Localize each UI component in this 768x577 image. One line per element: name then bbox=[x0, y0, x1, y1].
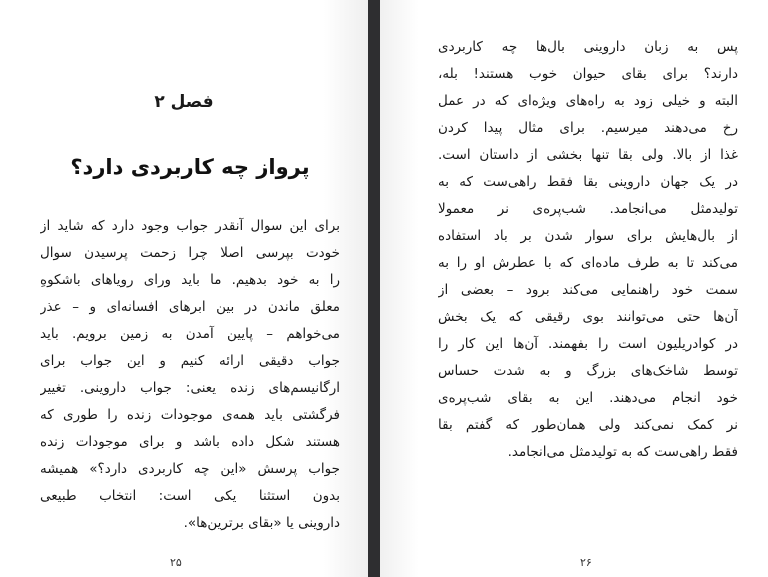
left-body-text bbox=[40, 213, 340, 537]
text-line: رخ می‌دهند میرسیم. برای مثال پیدا کردن bbox=[438, 120, 738, 136]
page-number: ۲۶ bbox=[580, 556, 592, 569]
text-line: تولیدمثل می‌انجامد. شب‌پره‌ی نر معمولا bbox=[438, 201, 738, 217]
text-line: غذا از بالا. ولی بقا تنها بخشی از داستان است. bbox=[438, 147, 738, 163]
chapter-title: پرواز چه کاربردی دارد؟ bbox=[70, 155, 310, 179]
chapter-label: فصل ۲ bbox=[154, 92, 214, 112]
text-line: سمت خود راهنمایی می‌کند برود – بعضی از bbox=[438, 282, 738, 298]
left-page bbox=[0, 0, 368, 577]
text-line: از بال‌هایش برای سوار شدن بر باد استفاده bbox=[438, 228, 738, 244]
text-line: خودت بپرسی اصلا چرا زحمت پرسیدن سوال bbox=[40, 245, 340, 261]
text-line: معلق ماندن در بین ابرهای افسانه‌ای و – عذر bbox=[40, 299, 340, 315]
page-number: ۲۵ bbox=[170, 556, 182, 569]
right-body-text bbox=[438, 34, 738, 466]
right-page bbox=[380, 0, 768, 577]
text-line: فرگشتی باید همه‌ی موجودات زنده را طوری که bbox=[40, 407, 340, 423]
text-line: برای این سوال آنقدر جواب وجود دارد که شاید از bbox=[40, 218, 340, 234]
book-gutter bbox=[368, 0, 380, 577]
text-line: دارند؟ برای بقای حیوان خوب هستند! بله، bbox=[438, 66, 738, 82]
text-line: خود انجام می‌دهند. این به بقای شب‌پره‌ی bbox=[438, 390, 738, 406]
text-line: می‌کند تا به طرف ماده‌ای که با عطرش او را به bbox=[438, 255, 738, 271]
text-line: در یک جهان داروینی بقا فقط راهی‌ست که به bbox=[438, 174, 738, 190]
text-line: پس به زبان داروینی بال‌ها چه کاربردی bbox=[438, 39, 738, 55]
text-line: می‌خواهم – پایین آمدن به زمین برویم. باید bbox=[40, 326, 340, 342]
text-line: جواب دقیقی ارائه کنیم و این جواب برای bbox=[40, 353, 340, 369]
text-line: در کوادریلیون است را بفهمند. آن‌ها این کار را bbox=[438, 336, 738, 352]
text-line: ارگانیسم‌های زنده یعنی: جواب داروینی. تغییر bbox=[40, 380, 340, 396]
text-line: توسط شاخک‌های بزرگ و به شدت حساس bbox=[438, 363, 738, 379]
text-line: را به خود بدهیم. ما باید ورای رویاهای باشکوهِ bbox=[40, 272, 340, 288]
text-line: داروینی یا «بقای برترین‌ها». bbox=[183, 515, 340, 531]
text-line: فقط راهی‌ست که به تولیدمثل می‌انجامد. bbox=[507, 444, 738, 460]
text-line: جواب پرسش «این چه کاربردی دارد؟» همیشه bbox=[40, 461, 340, 477]
text-line: آن‌ها حتی می‌توانند بوی رقیقی که یک بخش bbox=[438, 309, 738, 325]
text-line: البته و خیلی زود به راه‌های ویژه‌ای که در عمل bbox=[438, 93, 738, 109]
text-line: هستند شکل داده باشد و برای موجودات زنده bbox=[40, 434, 340, 450]
text-line: نر کمک نمی‌کند ولی همان‌طور که گفتم بقا bbox=[438, 417, 738, 433]
text-line: بدون استثنا یکی است: انتخاب طبیعی bbox=[40, 488, 340, 504]
